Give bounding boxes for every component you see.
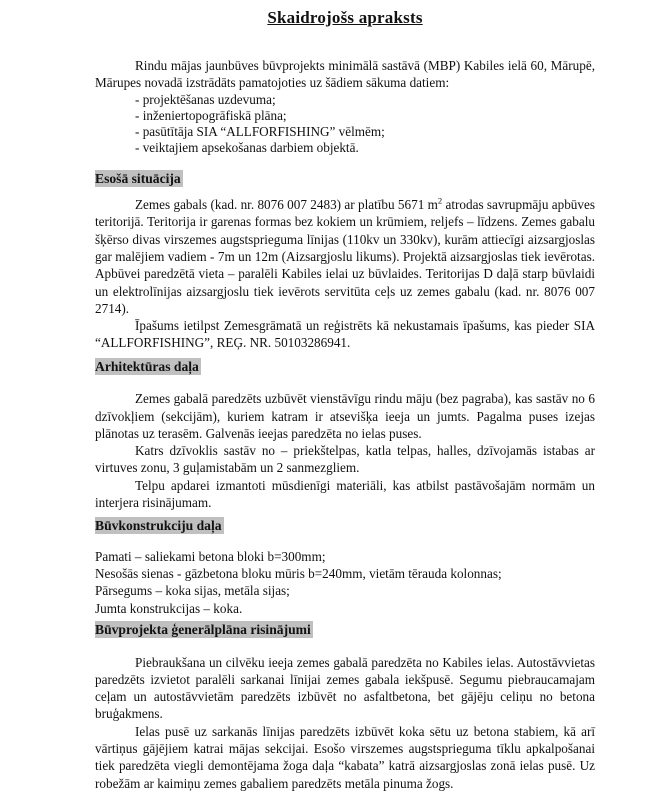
section-heading-text: Arhitektūras daļa: [95, 358, 199, 374]
paragraph: Telpu apdarei izmantoti mūsdienīgi materiāli, kas atbilst pastāvošajām normām un interjera risinājumam.: [95, 477, 595, 511]
section-heading-buvkonstrukciju-dala: [95, 517, 595, 535]
paragraph: Īpašums ietilpst Zemesgrāmatā un reģistrēts kā nekustamais īpašums, kas pieder SIA “ALLFORFISHING”, REĢ. NR. 50103286941.: [95, 318, 595, 351]
section-heading-text: Esošā situācija: [95, 170, 181, 186]
construction-spec-list: [95, 548, 595, 617]
section-heading-generalplana-risinajumi: [95, 621, 595, 639]
list-item: - projektēšanas uzdevuma;: [135, 91, 276, 107]
spec-line: Pārsegums – koka sijas, metāla sijas;: [95, 583, 290, 599]
paragraph-text: atrodas savrupmāju apbūves teritorijā. Teritorija ir garenas formas bez kokiem un krūmiem, reljefs – līdzens. Zemes gabalu šķērso divas virszemes augstsprieguma līnijas (110kv un 330kv), kurām attiecīgi aizsargjoslas gar malējiem vadiem - 7m un 12m (Aizsargjoslu likums). Projektā aizsargjoslas tiek ievērotas. Apbūvei paredzētā vieta – paralēli Kabiles ielai uz būvlaides. Teritorijas D daļā starp būvlaidi un elektrolīnijas aizsargjoslu tiek ievērots servitūta ceļs uz zemes gabalu (kad. nr. 8076 007 2714).: [95, 197, 595, 316]
paragraph: Katrs dzīvoklis sastāv no – priekštelpas, katla telpas, halles, dzīvojamās istabas ar virtuves zonu, 3 guļamistabām un 2 sanmezgliem.: [95, 443, 595, 476]
superscript-square-meters: 2: [437, 195, 443, 206]
section-heading-esosa-situacija: [95, 170, 595, 188]
paragraph-text: Zemes gabals (kad. nr. 8076 007 2483) ar platību 5671 m: [135, 197, 438, 213]
paragraph: [95, 196, 595, 317]
section-heading-text: Būvprojekta ģenerālplāna risinājumi: [95, 622, 311, 638]
intro-source-list: [95, 92, 595, 156]
paragraph: Ielas pusē uz sarkanās līnijas paredzēts izbūvēt koka sētu uz betona stabiem, kā arī vārtiņus gājējiem katrai mājas sekcijai. Esošo virszemes augstsprieguma tīklu apkalpošanai tiek paredzēta viegli demontējama žoga daļa “kabata” katrā aizsargjoslas zonā ielas pusē. Uz robežām ar kaimiņu zemes gabaliem paredzēts metāla pinuma žogs.: [95, 723, 595, 791]
spec-line: Nesošās sienas - gāzbetona bloku mūris b=240mm, vietām tērauda kolonnas;: [95, 566, 502, 582]
list-item: - veiktajiem apsekošanas darbiem objektā.: [135, 139, 359, 155]
document-title: Skaidrojošs apraksts: [267, 8, 423, 27]
paragraph: Piebraukšana un cilvēku ieeja zemes gabalā paredzēta no Kabiles ielas. Autostāvvietas paredzēts izvietot paralēli sarkanai līnijai zemes gabala iekšpusē. Segumu piebraucamajam ceļam un autostāvvietām paredzēts izbūvēt no asfaltbetona, bet gājēju celiņu no betona bruģakmens.: [95, 654, 595, 722]
paragraph: Zemes gabalā paredzēts uzbūvēt vienstāvīgu rindu māju (bez pagraba), kas sastāv no 6 dzīvokļiem (sekcijām), kuriem katram ir atsevišķa ieeja un jumts. Pagalma puses izejas plānotas uz terasēm. Galvenās ieejas paredzēta no ielas puses.: [95, 391, 595, 441]
section-heading-text: Būvkonstrukciju daļa: [95, 518, 222, 534]
section-heading-arhitekturas-dala: [95, 358, 595, 376]
intro-paragraph: Rindu mājas jaunbūves būvprojekts minimālā sastāvā (MBP) Kabiles ielā 60, Mārupē, Mārupes novadā izstrādāts pamatojoties uz šādiem sākuma datiem:: [95, 58, 595, 91]
spec-line: Pamati – saliekami betona bloki b=300mm;: [95, 548, 326, 564]
list-item: - inženiertopogrāfiskā plāna;: [135, 107, 287, 123]
list-item: - pasūtītāja SIA “ALLFORFISHING” vēlmēm;: [135, 123, 385, 139]
spec-line: Jumta konstrukcijas – koka.: [95, 600, 243, 616]
